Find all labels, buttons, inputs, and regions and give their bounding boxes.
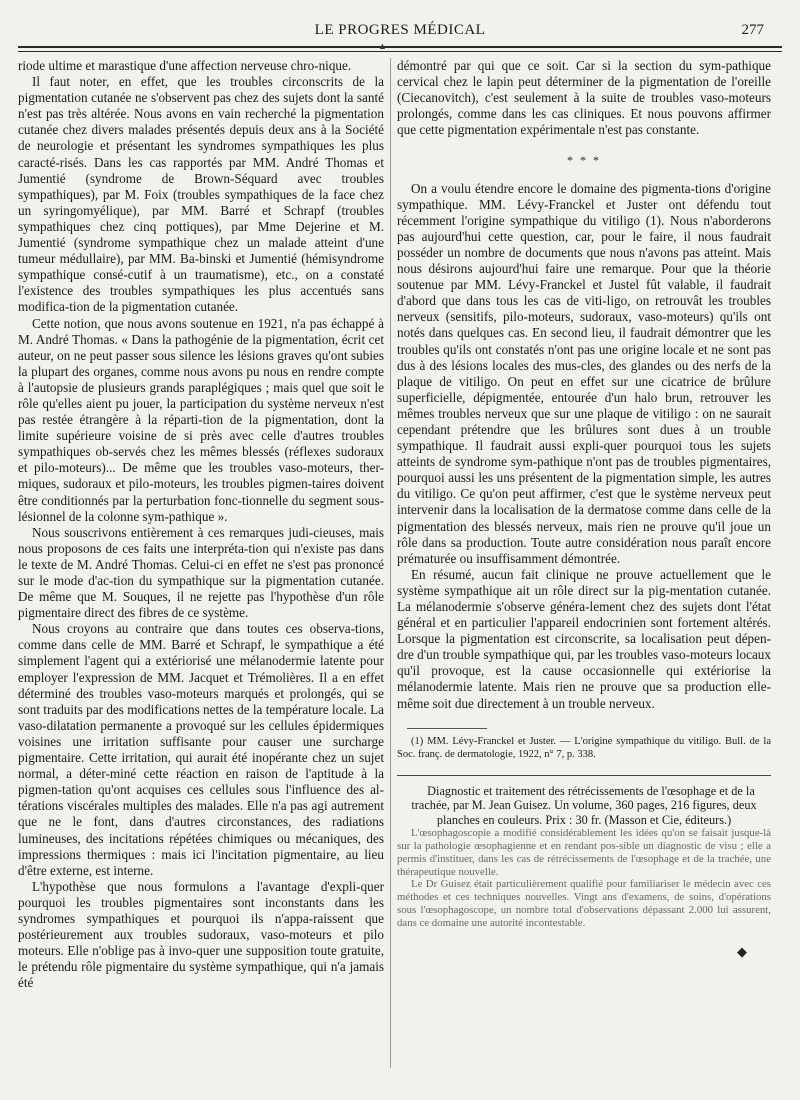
paragraph: Nous souscrivons entièrement à ces remarques judi-cieuses, mais nous proposons de ces faits une interpréta-tion qui n'existe pas dans le texte de M. André Thomas. Celui-ci en effet ne s'est pas prononcé sur le mode d'ac-tion du sympathique sur la pigmentation cutanée. De même que M. Souques, il ne rejette pas l'hypothèse d'un rôle pigmentaire direct des fibres de ce système.: [18, 524, 384, 621]
footnote-rule: [407, 728, 487, 729]
running-head: [18, 22, 782, 44]
paragraph: L'hypothèse que nous formulons a l'avantage d'expli-quer pourquoi les troubles pigmentaires sont inconstants dans les syndromes sympathiques et pourquoi ils n'appa-raissent que postérieurement aux troubles sudoraux, vaso-moteurs et pilo moteurs. Elle n'oblige pas à invo-quer une supposition toute gratuite, le prétendu rôle pigmentaire du système sympathique, qui n'a jamais été: [18, 878, 384, 991]
paragraph: En résumé, aucun fait clinique ne prouve actuellement que le système sympathique ait un rôle direct sur la pig-mentation cutanée. La mélanodermie s'observe généra-lement chez des sujets dont l'état général et en particulier l'appareil endocrinien sont fortement altérés. Lorsque la pigmentation est circonscrite, sa localisation peut dépen-dre d'un trouble sympathique qui, par les troubles vaso-moteurs locaux qu'il provoque, est la cause occasionnelle qui extériorise la mélanodermie latente. Mais rien ne prouve que sa production elle-même soit due directement à un trouble nerveux.: [397, 566, 771, 711]
header-ornament-icon: ▲: [378, 41, 387, 51]
end-ornament-icon: ◆: [737, 943, 747, 959]
section-separator: * * *: [567, 153, 601, 168]
right-column: [397, 58, 771, 960]
book-review-paragraph: Le Dr Guisez était particulièrement qualifié pour familiariser le médecin avec ces méthodes et ces techniques nouvelles. Vingt ans d'examens, de soins, d'opérations sous l'œsophagoscope, un nombre total d'observations dépassant 2.000 lui assurent, dans ce domaine une autorité incontestable.: [397, 878, 771, 929]
paragraph: démontré par qui que ce soit. Car si la section du sym-pathique cervical chez le lapin peut déterminer de la pigmentation de l'oreille (Ciecanovitch), c'est seulement à la suite de troubles vaso-moteurs prolongés, comme dans les cas cliniques. Et nous pouvons affirmer que cette pigmentation expérimentale n'est pas constante.: [397, 58, 771, 138]
page-number: 277: [741, 22, 764, 38]
left-column: [18, 58, 384, 991]
journal-title: LE PROGRES MÉDICAL: [314, 22, 486, 38]
paragraph: Nous croyons au contraire que dans toutes ces observa-tions, comme dans celle de MM. Barré et Schrapf, le sympathique a été simplement l'agent qui a extériorisé une mélanodermie latente pour employer l'expression de MM. Jacquet et Trémolières. Il a en effet déterminé des troubles vaso-moteurs marqués et prolongés, qui se sont traduits par des modifications nettes de la température locale. La vaso-dilatation permanente a provoqué sur les cellules épidermiques voisines une irritation suffisante pour causer une surcharge pigmentaire. Cette irritation, qui aurait été inopérante chez un sujet normal, a déter-miné cette réaction en raison de l'aptitude à la pigmen-tation qu'ont acquises ces cellules sous l'influence des al-térations viscérales multiples des malades. Elle n'a pas agi autrement que ne le font, dans d'autres circonstances, des radiations lumineuses, des incitations répétées chimiques ou mécaniques, des impressions thermiques : mais ici l'incitation pigmentaire, au lieu d'être externe, est interne.: [18, 621, 384, 878]
paragraph: riode ultime et marastique d'une affection nerveuse chro-nique.: [18, 58, 352, 73]
review-rule: [397, 775, 771, 776]
book-review-title: Diagnostic et traitement des rétrécissements de l'œsophage et de la trachée, par M. Jean Guisez. Un volume, 360 pages, 216 figures, deux planches en couleurs. Prix : 30 fr. (Masson et Cie, éditeurs.): [411, 783, 757, 827]
paragraph: Cette notion, que nous avons soutenue en 1921, n'a pas échappé à M. André Thomas. « Dans la pathogénie de la pigmentation, écrit cet auteur, on ne peut passer sous silence les lésions graves qu'ont subies la plupart des organes, comme nous avons pu nous en rendre compte à l'autopsie de plusieurs grands paraplégiques ; mais quel que soit le rôle qu'elles aient pu jouer, la participation du système nerveux n'est pas restée étrangère à la réparti-tion de la pigmentation, dont la limite supérieure voisine de si près avec celle d'autres troubles sympathiques ob-servés chez les mêmes blessés (réflexes sudoraux et pilo-moteurs)... De même que les troubles vaso-moteurs, ther-miques, sudoraux et pilo-moteurs, les troubles pigmen-taires doivent être conditionnés par la perturbation fonc-tionnelle du segment sous-lésionnel de la colonne sym-pathique ».: [18, 315, 384, 524]
column-divider: [390, 58, 391, 1068]
book-review-paragraph: L'œsophagoscopie a modifié considérablement les idées qu'on se faisait jusque-là sur la pathologie œsophagienne et en rendant pos-sible un diagnostic de visu ; elle a permis d'instituer, dans les cas de rétrécissements de l'œsophage et de la trachée, une thérapeutique nouvelle.: [397, 827, 771, 878]
footnote: (1) MM. Lévy-Franckel et Juster. — L'origine sympathique du vitiligo. Bull. de la Soc. franç. de dermatologie, 1922, n° 7, p. 338.: [397, 735, 771, 760]
paragraph: On a voulu étendre encore le domaine des pigmenta-tions d'origine sympathique. MM. Lévy-Franckel et Juster ont défendu tout récemment l'origine sympathique du vitiligo (1). Nous n'aborderons pas aujourd'hui cette question, car, pour le faire, il nous faudrait posséder un nombre de documents que nous n'avons pas atteint. Mais nous désirons aujourd'hui faire une remarque. Pour que la théorie soutenue par MM. Lévy-Franckel et Justel fût valable, il faudrait d'abord que dans tous les cas de viti-ligo, on retrouvât les troubles nerveux (sensitifs, pilo-moteurs, sudoraux, vaso-moteurs) qu'ils ont notés dans quelques cas. En second lieu, il faudrait démontrer que les troubles qu'ils ont constatés n'ont pas une origine locale et ne sont pas dus à des lésions locales des mus-cles, des glandes ou des nerfs de la plaque de vitiligo. On peut en effet sur une cicatrice de brûlure superficielle, dépigmentée, entourée d'un halo brun, retrouver les mêmes troubles nerveux que sur une plaque de vitiligo : on ne saurait cependant prétendre que les brûlures sont dues à un trouble sympathique. Il faudrait aussi expli-quer pourquoi tous les sujets atteints de syndrome sym-pathique n'ont pas de troubles pigmentaires, pourquoi aussi les uns présentent de la pigmentation simple, les autres du vitiligo. Ce qu'on peut affirmer, c'est que le système nerveux peut intervenir dans la localisation de la dermatose comme dans celle de la pigmentation des blessés nerveux, mais rien ne prouve qu'il joue un rôle dans sa production. Toute autre considération nous paraît encore prématurée ou insuffisamment démontrée.: [397, 180, 771, 566]
header-rule: [18, 46, 782, 52]
paragraph: Il faut noter, en effet, que les troubles circonscrits de la pigmentation cutanée ne s'observent pas chez des sujets dont la santé n'est pas très altérée. Nous avons en vain recherché la pigmentation cutanée chez divers malades présentés depuis deux ans à la Société de neurologie et présentant les syndromes sympathiques les plus caracté-risés. Dans les cas rapportés par MM. André Thomas et Jumentié (syndrome de Brown-Séquard avec troubles sympathiques), par M. Foix (troubles sympathiques de la face chez un syringomyélique), par MM. Barré et Schrapf (troubles sympathiques chez cinq pottiques), par Mme Dejerine et M. Jumentié (syndrome sympathique chez un malade atteint d'une tumeur médullaire), par MM. Ba-binski et Jumentié (hémisyndrome sympathique consé-cutif à un traumatisme), etc., on a constaté l'existence des troubles sympathiques les plus accentués sans modifica-tion de la pigmentation cutanée.: [18, 74, 384, 315]
